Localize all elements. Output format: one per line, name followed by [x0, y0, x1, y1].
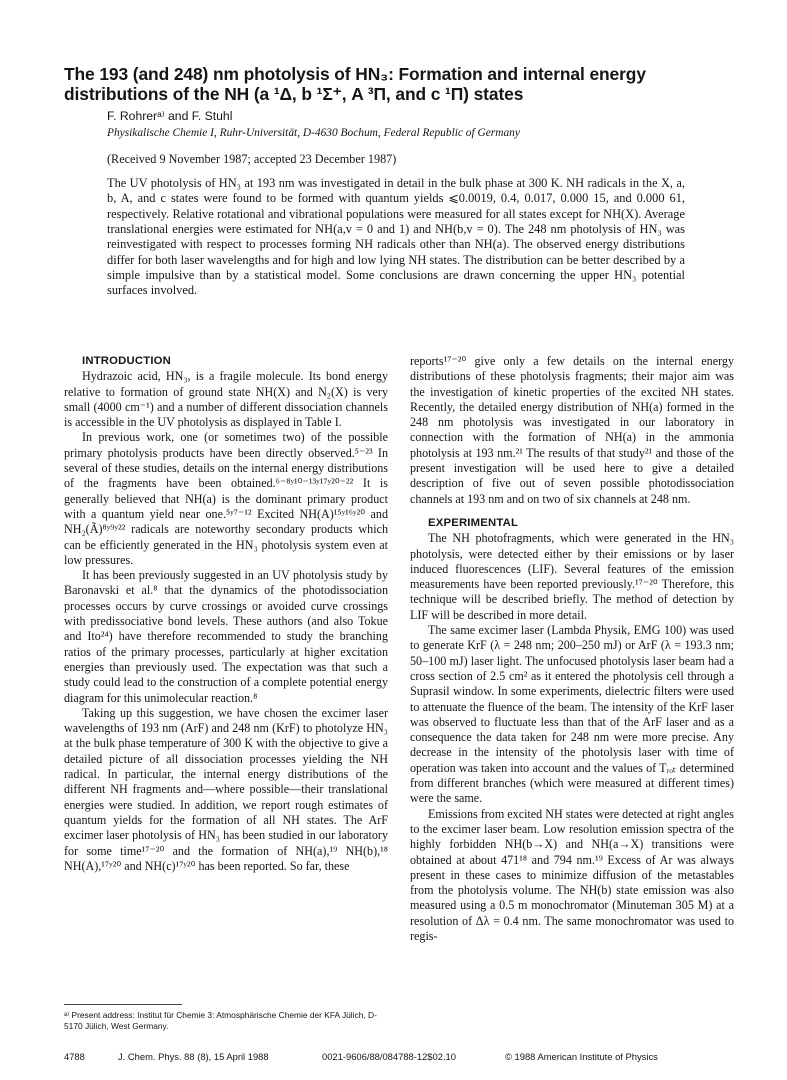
paragraph: Taking up this suggestion, we have chosen the excimer laser wavelengths of 193 nm (ArF) and 248 nm (KrF) to photolyze HN₃ at the bulk phase temperature of 300 K with the objective to give a detailed picture of all dissociation processes yielding the NH radical. In particular, the internal energy distributions of the different NH fragments and—where possible—their translational energies were studied. In addition, we report rough estimates of quantum yields for the formation of all NH states. The ArF excimer laser photolysis of HN₃ has been studied in our laboratory for some time¹⁷⁻²⁰ and the formation of NH(a),¹⁹ NH(b),¹⁸ NH(A),¹⁷ʸ²⁰ and NH(c)¹⁷ʸ²⁰ has been reported. So far, these: [64, 705, 388, 873]
section-heading-introduction: INTRODUCTION: [82, 355, 172, 367]
left-column: [64, 354, 388, 874]
article-code: 0021-9606/88/084788-12$02.10: [322, 1051, 456, 1062]
right-column: [410, 354, 734, 944]
paragraph: In previous work, one (or sometimes two) of the possible primary photolysis products have been directly observed.⁵⁻²³ In several of these studies, details on the internal energy distributions of the fragments have been obtained.⁶⁻⁸ʸ¹⁰⁻¹³ʸ¹⁷ʸ²⁰⁻²² It is generally believed that NH(a) is the dominant primary product with a quantum yield near one.⁵ʸ⁷⁻¹² Excited NH(A)¹⁵ʸ¹⁶ʸ²⁰ and NH₂(Ã)⁸ʸ⁹ʸ²² radicals are noteworthy secondary products which can be efficiently generated in the HN₃ photolysis system even at low pressures.: [64, 430, 388, 567]
author-line: F. Rohrerᵃ⁾ and F. Stuhl: [107, 109, 233, 123]
article-title: The 193 (and 248) nm photolysis of HN₃: Formation and internal energy distributions of the NH (a ¹Δ, b ¹Σ⁺, A ³Π, and c ¹Π) states: [64, 64, 646, 104]
footnote-divider: [64, 1004, 182, 1005]
journal-citation: J. Chem. Phys. 88 (8), 15 April 1988: [118, 1051, 269, 1062]
paragraph-continued: reports¹⁷⁻²⁰ give only a few details on the internal energy distributions of these photolysis fragments; their major aim was the investigation of kinetic properties of the excited NH states. Recently, the detailed energy distribution of NH(a) formed in the 248 nm photolysis was investigated in our laboratory in connection with the formation of NH(a) in the ammonia photolysis at 193 nm.²¹ The results of that study²¹ and those of the present investigation will be used here to give a detailed description of five out of seven possible photodissociation channels at 193 nm and on two of six channels at 248 nm.: [410, 354, 734, 506]
received-dates: (Received 9 November 1987; accepted 23 December 1987): [107, 152, 397, 166]
paragraph: Emissions from excited NH states were detected at right angles to the excimer laser beam. Low resolution emission spectra of the highly forbidden NH(b→X) and NH(a→X) transitions were obtained at about 471¹⁸ and 794 nm.¹⁹ Excess of Ar was always present in these cases to minimize diffusion of the metastables from the photolysis volume. The NH(b) state emission was also measured using a 0.5 m monochromator (Minuteman 305 M) at a resolution of Δλ = 0.4 nm. The same monochromator was used to regis-: [410, 806, 734, 943]
page-number: 4788: [64, 1051, 85, 1062]
paragraph: The NH photofragments, which were generated in the HN₃ photolysis, were detected either by their emissions or by laser induced fluorescences (LIF). Several features of the emission measurements have been reported previously.¹⁷⁻²⁰ Therefore, this technique will be described briefly. The method of detection by LIF will be described in more detail.: [410, 531, 734, 622]
section-heading-experimental: EXPERIMENTAL: [428, 516, 519, 529]
abstract: The UV photolysis of HN₃ at 193 nm was investigated in detail in the bulk phase at 300 K. NH radicals in the X, a, b, A, and c states were found to be formed with quantum yields ⩽0.0019, 0.4, 0.017, 0.000 15, and 0.000 61, respectively. Relative rotational and vibrational populations were measured for all states except for NH(X). Average translational energies were estimated for NH(a,v = 0 and 1) and NH(b,v = 0). The 248 nm photolysis of HN₃ was reinvestigated with respect to processes forming NH radicals other than NH(a). The observed energy distributions differ for both laser wavelengths and for high and low lying NH states. The distribution can be better described by a simple impulsive than by a statistical model. Some conclusions are drawn concerning the upper HN₃ potential surfaces involved.: [107, 176, 685, 298]
paragraph: It has been previously suggested in an UV photolysis study by Baronavski et al.⁸ that the dynamics of the photodissociation processes occurs by curve crossings or avoided curve crossings with predissociative bond levels. These authors (and also Tokue and Ito²⁴) have therefore recommended to study the branching ratios of the primary processes, particularly at higher excitation energies than previously used. The expectation was that such a study could lead to the construction of a complete potential energy diagram for this unimolecular reaction.⁸: [64, 568, 388, 705]
copyright: © 1988 American Institute of Physics: [505, 1051, 658, 1062]
affiliation: Physikalische Chemie I, Ruhr-Universität, D-4630 Bochum, Federal Republic of Germany: [107, 127, 520, 139]
footnote: ᵃ⁾ Present address: Institut für Chemie 3: Atmosphärische Chemie der KFA Jülich, D-5170 Jülich, West Germany.: [64, 1010, 377, 1031]
paragraph: Hydrazoic acid, HN₃, is a fragile molecule. Its bond energy relative to formation of ground state NH(X) and N₂(X) is very small (4000 cm⁻¹) and a number of different dissociation channels is accessible in the UV photolysis as displayed in Table I.: [64, 369, 388, 430]
paragraph: The same excimer laser (Lambda Physik, EMG 100) was used to generate KrF (λ = 248 nm; 200–250 mJ) or ArF (λ = 193.3 nm; 50–100 mJ) laser light. The unfocused photolysis laser beam had a cross section of 2.5 cm² as it entered the photolysis cell through a Suprasil window. In some experiments, dielectric filters were used to attenuate the fluence of the beam. The intensity of the KrF laser was observed to fluctuate less than that of the ArF laser and as a consequence the data taken for 248 nm were more precise. Any decrease in the intensity of the photolysis laser with time of operation was taken into account and the values of Tᵣₒₜ determined from different branches (which were measured at different times) were the same.: [410, 623, 734, 806]
